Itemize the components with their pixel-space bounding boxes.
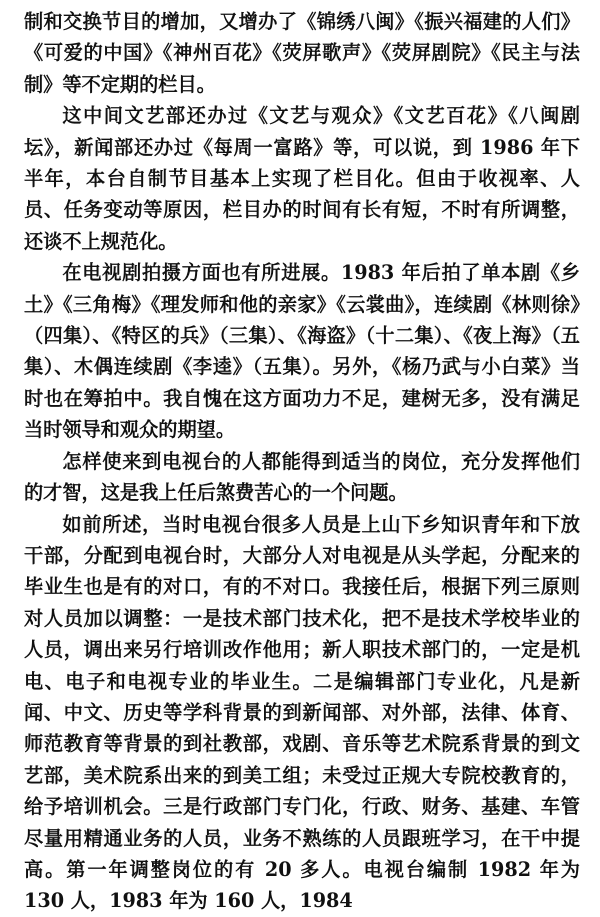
- paragraph-4: 怎样使来到电视台的人都能得到适当的岗位，充分发挥他们的才智，这是我上任后煞费苦心的一个问题。: [24, 449, 580, 505]
- paragraph-2: 这中间文艺部还办过《文艺与观众》《文艺百花》《八闽剧坛》，新闻部还办过《每周一富路》等，可以说，到 1986 年下半年，本台自制节目基本上实现了栏目化。但由于收视率、人员、任务变动等原因，栏目办的时间有长有短，不时有所调整，还谈不上规范化。: [24, 104, 580, 253]
- paragraph-3: 在电视剧拍摄方面也有所进展。1983 年后拍了单本剧《乡土》《三角梅》《理发师和他的亲家》《云裳曲》，连续剧《林则徐》（四集）、《特区的兵》（三集）、《海盗》（十二集）、《夜上海》（五集）、木偶连续剧《李逵》（五集）。另外，《杨乃武与小白菜》当时也在筹拍中。我自愧在这方面功力不足，建树无多，没有满足当时领导和观众的期望。: [24, 261, 580, 442]
- paragraph-5: 如前所述，当时电视台很多人员是上山下乡知识青年和下放干部，分配到电视台时，大部分人对电视是从头学起，分配来的毕业生也是有的对口，有的不对口。我接任后，根据下列三原则对人员加以调整：一是技术部门技术化，把不是技术学校毕业的人员，调出来另行培训改作他用；新人职技术部门的，一定是机电、电子和电视专业的毕业生。二是编辑部门专业化，凡是新闻、中文、历史等学科背景的到新闻部、对外部，法律、体育、师范教育等背景的到社教部，戏剧、音乐等艺术院系背景的到文艺部，美术院系出来的到美工组；未受过正规大专院校教育的，给予培训机会。三是行政部门专门化，行政、财务、基建、车管尽量用精通业务的人员，业务不熟练的人员跟班学习，在干中提高。第一年调整岗位的有 20 多人。电视台编制 1982 年为 130 人，1983 年为 160 人，1984: [24, 512, 580, 913]
- paragraph-1: 制和交换节目的增加，又增办了《锦绣八闽》《振兴福建的人们》《可爱的中国》《神州百花》《荧屏歌声》《荧屏剧院》《民主与法制》等不定期的栏目。: [24, 10, 580, 96]
